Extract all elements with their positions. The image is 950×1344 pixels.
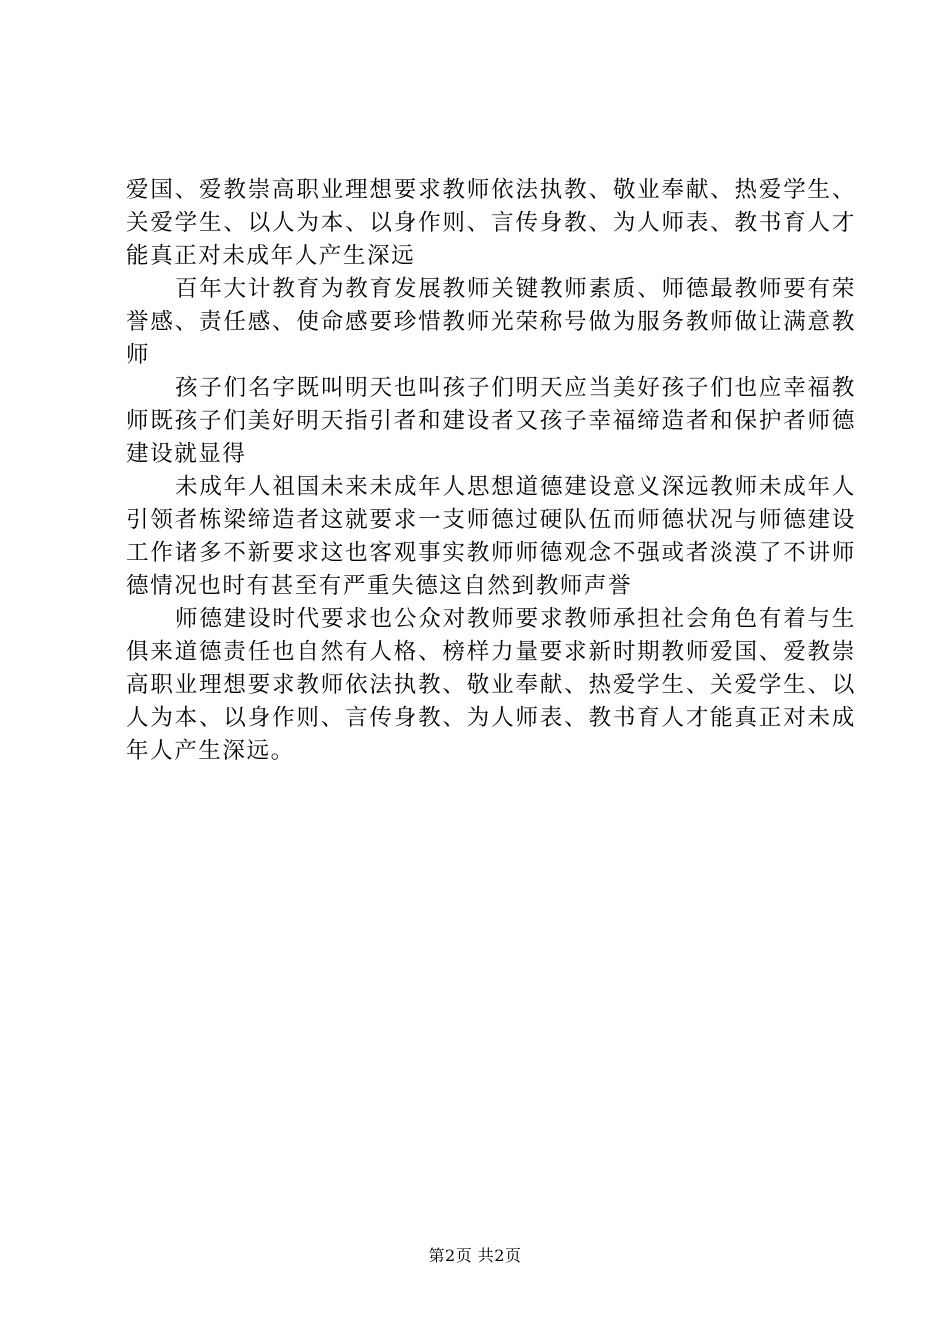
paragraph-2: 百年大计教育为教育发展教师关键教师素质、师德最教师要有荣誉感、责任感、使命感要珍惜教师光荣称号做为服务教师做让满意教师 bbox=[126, 276, 856, 368]
paragraph-5: 师德建设时代要求也公众对教师要求教师承担社会角色有着与生俱来道德责任也自然有人格、榜样力量要求新时期教师爱国、爱教崇高职业理想要求教师依法执教、敬业奉献、热爱学生、关爱学生、以人为本、以身作则、言传身教、为人师表、教书育人才能真正对未成年人产生深远。 bbox=[126, 606, 856, 764]
paragraph-1: 爱国、爱教崇高职业理想要求教师依法执教、敬业奉献、热爱学生、关爱学生、以人为本、以身作则、言传身教、为人师表、教书育人才能真正对未成年人产生深远 bbox=[126, 177, 856, 269]
paragraph-4: 未成年人祖国未来未成年人思想道德建设意义深远教师未成年人引领者栋梁缔造者这就要求一支师德过硬队伍而师德状况与师德建设工作诸多不新要求这也客观事实教师师德观念不强或者淡漠了不讲师德情况也时有甚至有严重失德这自然到教师声誉 bbox=[126, 474, 856, 599]
paragraph-3: 孩子们名字既叫明天也叫孩子们明天应当美好孩子们也应幸福教师既孩子们美好明天指引者和建设者又孩子幸福缔造者和保护者师德建设就显得 bbox=[126, 375, 856, 467]
page-number-footer: 第2页 共2页 bbox=[428, 1246, 522, 1265]
document-body bbox=[126, 174, 856, 768]
